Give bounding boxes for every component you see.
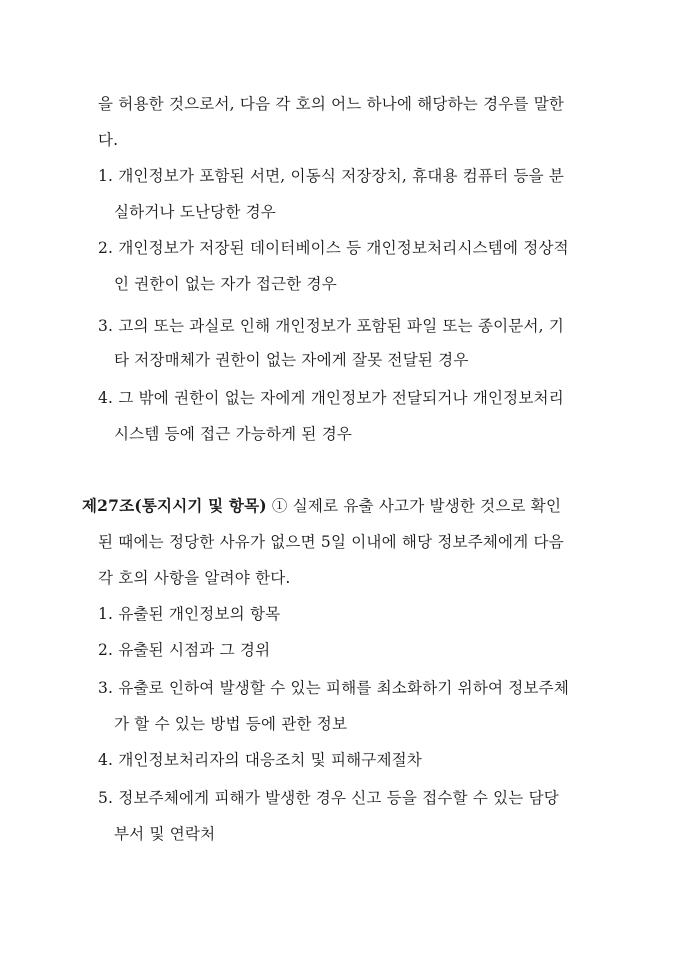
item-3-line-1: 3. 유출로 인하여 발생할 수 있는 피해를 최소화하기 위하여 정보주체	[98, 679, 570, 697]
intro-line-1: 을 허용한 것으로서, 다음 각 호의 어느 하나에 해당하는 경우를 말한	[98, 95, 565, 113]
case-2-line-2: 인 권한이 없는 자가 접근한 경우	[114, 275, 337, 293]
article-27-paragraph-start: ① 실제로 유출 사고가 발생한 것으로 확인	[266, 497, 562, 515]
case-2-line-1: 2. 개인정보가 저장된 데이터베이스 등 개인정보처리시스템에 정상적	[98, 239, 569, 257]
item-3-line-2: 가 할 수 있는 방법 등에 관한 정보	[114, 715, 348, 733]
article-27-line-1	[82, 496, 561, 516]
item-5-line-2: 부서 및 연락처	[114, 825, 216, 843]
article-27-title: 제27조(통지시기 및 항목)	[82, 496, 267, 515]
case-4-line-1: 4. 그 밖에 권한이 없는 자에게 개인정보가 전달되거나 개인정보처리	[98, 389, 564, 407]
article-27-line-3: 각 호의 사항을 알려야 한다.	[98, 569, 291, 587]
item-4-line-1: 4. 개인정보처리자의 대응조치 및 피해구제절차	[98, 751, 422, 769]
case-1-line-1: 1. 개인정보가 포함된 서면, 이동식 저장장치, 휴대용 컴퓨터 등을 분	[98, 167, 565, 185]
case-1-line-2: 실하거나 도난당한 경우	[114, 203, 276, 221]
item-2-line-1: 2. 유출된 시점과 그 경위	[98, 641, 271, 659]
case-4-line-2: 시스템 등에 접근 가능하게 된 경우	[114, 425, 353, 443]
case-3-line-2: 타 저장매체가 권한이 없는 자에게 잘못 전달된 경우	[114, 351, 469, 369]
case-3-line-1: 3. 고의 또는 과실로 인해 개인정보가 포함된 파일 또는 종이문서, 기	[98, 317, 565, 335]
item-1-line-1: 1. 유출된 개인정보의 항목	[98, 605, 281, 623]
intro-line-2: 다.	[98, 131, 119, 149]
item-5-line-1: 5. 정보주체에게 피해가 발생한 경우 신고 등을 접수할 수 있는 담당	[98, 789, 559, 807]
article-27-line-2: 된 때에는 정당한 사유가 없으면 5일 이내에 해당 정보주체에게 다음	[98, 533, 564, 551]
